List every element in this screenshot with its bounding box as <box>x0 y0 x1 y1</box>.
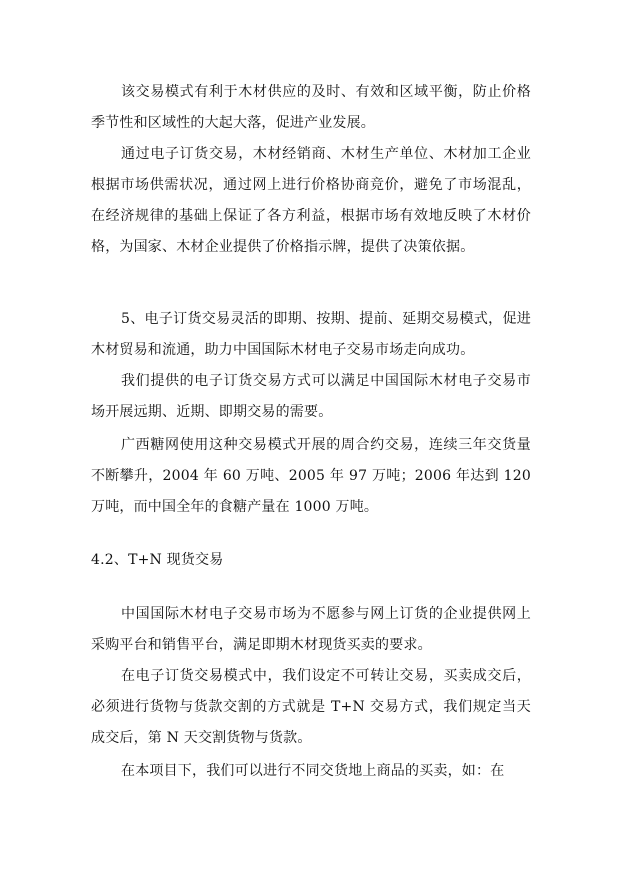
paragraph-forward-spot-trading: 我们提供的电子订货交易方式可以满足中国国际木材电子交易市场开展远期、近期、即期交易的需要。 <box>91 373 531 420</box>
paragraph-trade-mode-benefit: 该交易模式有利于木材供应的及时、有效和区域平衡，防止价格季节性和区域性的大起大落，促进产业发展。 <box>91 84 531 131</box>
paragraph-spot-purchase-platform: 中国国际木材电子交易市场为不愿参与网上订货的企业提供网上采购平台和销售平台，满足即期木材现货买卖的要求。 <box>91 606 531 653</box>
section-heading-t-plus-n: 4.2、T+N 现货交易 <box>91 552 224 568</box>
paragraph-t-plus-n-definition: 在电子订货交易模式中，我们设定不可转让交易，买卖成交后，必须进行货物与货款交割的方式就是 T+N 交易方式，我们规定当天成交后，第 N 天交割货物与货款。 <box>91 668 531 746</box>
paragraph-guangxi-sugar-example: 广西糖网使用这种交易模式开展的周合约交易，连续三年交货量不断攀升，2004 年 60 万吨、2005 年 97 万吨；2006 年达到 120 万吨，而中国全年的食糖产量在 1000 万吨。 <box>91 437 531 515</box>
paragraph-flexible-trading-modes: 5、电子订货交易灵活的即期、按期、提前、延期交易模式，促进木材贸易和流通，助力中国国际木材电子交易市场走向成功。 <box>91 311 531 358</box>
paragraph-delivery-location-trading: 在本项目下，我们可以进行不同交货地上商品的买卖，如：在 <box>121 763 505 779</box>
paragraph-electronic-order-trading: 通过电子订货交易，木材经销商、木材生产单位、木材加工企业根据市场供需状况，通过网上进行价格协商竞价，避免了市场混乱，在经济规律的基础上保证了各方利益，根据市场有效地反映了木材价格，为国家、木材企业提供了价格指示牌，提供了决策依据。 <box>91 146 531 255</box>
